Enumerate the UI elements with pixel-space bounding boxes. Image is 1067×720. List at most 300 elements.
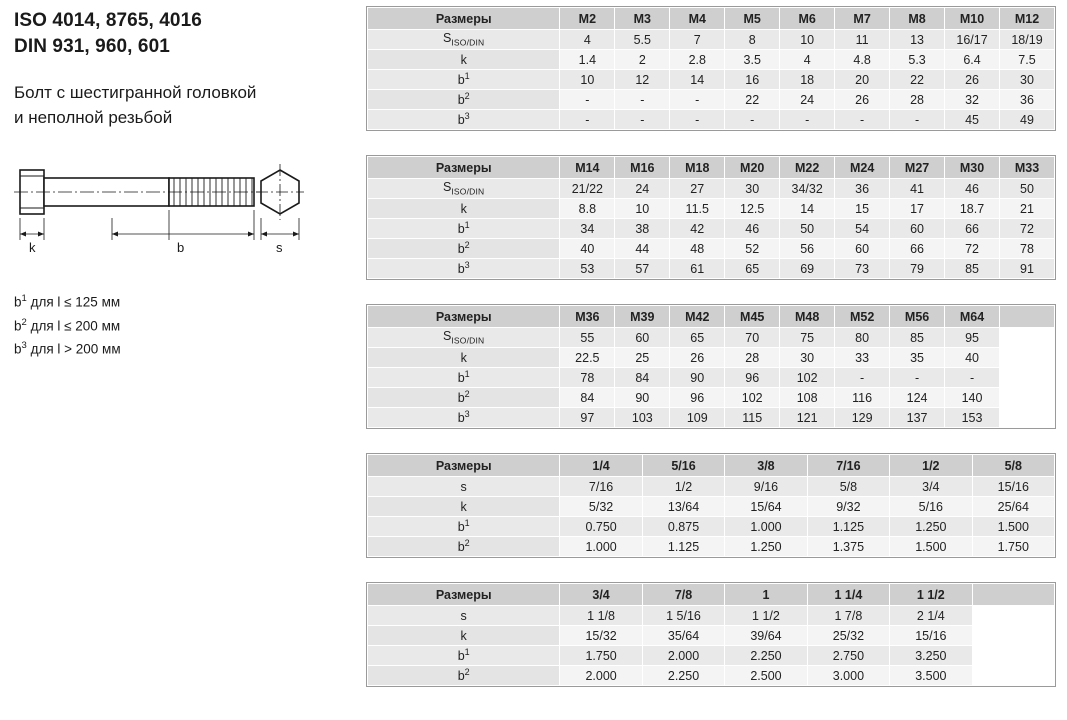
table-cell: 2: [615, 50, 670, 70]
table-cell: 36: [1000, 90, 1055, 110]
table-cell: 91: [1000, 259, 1055, 279]
table-metric-m2-m12: [366, 6, 1056, 131]
table-cell: 75: [780, 328, 835, 348]
table-cell: 3.5: [725, 50, 780, 70]
row-label-b2: $b^2$: [368, 90, 560, 110]
table-header-size: M36: [560, 306, 615, 328]
product-description-line-2: и неполной резьбой: [14, 108, 173, 127]
table-cell: 9/32: [807, 497, 889, 517]
table-cell: 24: [615, 179, 670, 199]
table-cell: 28: [890, 90, 945, 110]
table-cell: 52: [725, 239, 780, 259]
table-header-dims: Размеры: [368, 306, 560, 328]
table-cell: 50: [1000, 179, 1055, 199]
table-row: [368, 259, 1055, 279]
table-cell: [972, 646, 1054, 666]
table-cell: 103: [615, 408, 670, 428]
row-label-b1: $b^1$: [368, 517, 560, 537]
row-label-k: k: [368, 626, 560, 646]
table-cell: 1.250: [890, 517, 972, 537]
table-cell: 61: [670, 259, 725, 279]
table-cell: 26: [945, 70, 1000, 90]
table-header-size: M8: [890, 8, 945, 30]
table-cell: 66: [890, 239, 945, 259]
table-row: [368, 606, 1055, 626]
table-cell: 21: [1000, 199, 1055, 219]
table-cell: 96: [670, 388, 725, 408]
table-cell: 97: [560, 408, 615, 428]
table-cell: 1 7/8: [807, 606, 889, 626]
table-header-row: [368, 584, 1055, 606]
table-cell: 66: [945, 219, 1000, 239]
table-row: [368, 110, 1055, 130]
row-label-k: k: [368, 348, 560, 368]
table-cell: 4.8: [835, 50, 890, 70]
row-label-k: k: [368, 199, 560, 219]
table-cell: 7: [670, 30, 725, 50]
table-cell: 27: [670, 179, 725, 199]
table-cell: 140: [945, 388, 1000, 408]
row-label-s_plain: s: [368, 606, 560, 626]
table-cell: 1.000: [560, 537, 642, 557]
table-row: [368, 477, 1055, 497]
table-cell: 115: [725, 408, 780, 428]
table-header-size: M42: [670, 306, 725, 328]
footnote-b1: $b^1$ для l ≤ 125 мм: [14, 293, 121, 310]
table-cell: 41: [890, 179, 945, 199]
table-cell: -: [560, 110, 615, 130]
table-cell: -: [890, 368, 945, 388]
row-label-b3: $b^3$: [368, 259, 560, 279]
table-header-size: M3: [615, 8, 670, 30]
table-cell: 55: [560, 328, 615, 348]
table-cell: -: [615, 90, 670, 110]
table-header-size: M52: [835, 306, 890, 328]
table-cell: 1 5/16: [642, 606, 724, 626]
table-cell: 15/32: [560, 626, 642, 646]
table-cell: 5/32: [560, 497, 642, 517]
table-cell: 90: [670, 368, 725, 388]
table-cell: -: [670, 110, 725, 130]
table-header-size: [1000, 306, 1055, 328]
table-row: [368, 517, 1055, 537]
table-cell: 14: [670, 70, 725, 90]
table-cell: 12.5: [725, 199, 780, 219]
table-cell: 42: [670, 219, 725, 239]
table-cell: 13: [890, 30, 945, 50]
table-row: [368, 30, 1055, 50]
table-header-size: M27: [890, 157, 945, 179]
table-cell: 35/64: [642, 626, 724, 646]
table-cell: 129: [835, 408, 890, 428]
table-inch-threequarter-oneandhalf: [366, 582, 1056, 687]
table-cell: 72: [945, 239, 1000, 259]
table-cell: 25/64: [972, 497, 1054, 517]
row-label-b2: $b^2$: [368, 388, 560, 408]
table-cell: 12: [615, 70, 670, 90]
table-cell: 30: [725, 179, 780, 199]
table-header-size: 1: [725, 584, 807, 606]
table-cell: 3/4: [890, 477, 972, 497]
table-cell: 2.250: [725, 646, 807, 666]
table-metric-m14-m33: [366, 155, 1056, 280]
table-header-size: M56: [890, 306, 945, 328]
table-cell: 85: [890, 328, 945, 348]
table-cell: 5/8: [807, 477, 889, 497]
dimension-tables: [366, 6, 1056, 711]
table-cell: -: [945, 368, 1000, 388]
table-header-size: M7: [835, 8, 890, 30]
table-header-size: 1/2: [890, 455, 972, 477]
table-cell: 72: [1000, 219, 1055, 239]
table-cell: 109: [670, 408, 725, 428]
table-cell: 1.375: [807, 537, 889, 557]
bolt-drawing-svg: [12, 148, 312, 258]
table-cell: 5.3: [890, 50, 945, 70]
table-cell: 18: [780, 70, 835, 90]
table-cell: 60: [615, 328, 670, 348]
table-cell: 65: [670, 328, 725, 348]
table-cell: 78: [560, 368, 615, 388]
table-header-size: 5/16: [642, 455, 724, 477]
table-cell: 16: [725, 70, 780, 90]
table-header-row: [368, 157, 1055, 179]
row-label-k: k: [368, 497, 560, 517]
table-cell: [1000, 388, 1055, 408]
dimension-table: [367, 583, 1055, 686]
table-row: [368, 239, 1055, 259]
table-header-size: M33: [1000, 157, 1055, 179]
table-cell: 2.250: [642, 666, 724, 686]
table-cell: 1 1/8: [560, 606, 642, 626]
table-cell: 53: [560, 259, 615, 279]
table-row: [368, 50, 1055, 70]
table-cell: 80: [835, 328, 890, 348]
table-cell: 24: [780, 90, 835, 110]
table-cell: 10: [780, 30, 835, 50]
table-header-size: 1 1/4: [807, 584, 889, 606]
table-cell: 2.8: [670, 50, 725, 70]
table-cell: 124: [890, 388, 945, 408]
table-cell: 48: [670, 239, 725, 259]
table-cell: 11.5: [670, 199, 725, 219]
table-cell: 15/16: [890, 626, 972, 646]
table-header-size: 5/8: [972, 455, 1054, 477]
table-header-size: M10: [945, 8, 1000, 30]
row-label-b1: $b^1$: [368, 646, 560, 666]
table-cell: 2 1/4: [890, 606, 972, 626]
table-cell: 21/22: [560, 179, 615, 199]
table-metric-m36-m64: [366, 304, 1056, 429]
table-cell: 25/32: [807, 626, 889, 646]
table-cell: 90: [615, 388, 670, 408]
table-cell: 121: [780, 408, 835, 428]
table-cell: [1000, 408, 1055, 428]
row-label-b2: $b^2$: [368, 239, 560, 259]
row-label-b1: $b^1$: [368, 368, 560, 388]
table-row: [368, 368, 1055, 388]
table-cell: 1/2: [642, 477, 724, 497]
table-cell: 17: [890, 199, 945, 219]
table-cell: 40: [945, 348, 1000, 368]
table-cell: 32: [945, 90, 1000, 110]
table-cell: 85: [945, 259, 1000, 279]
table-cell: 65: [725, 259, 780, 279]
standard-title-line-1: ISO 4014, 8765, 4016: [14, 10, 202, 31]
table-header-dims: Размеры: [368, 455, 560, 477]
table-cell: 50: [780, 219, 835, 239]
table-row: [368, 388, 1055, 408]
table-header-size: M24: [835, 157, 890, 179]
table-cell: 22: [725, 90, 780, 110]
dimension-table: [367, 7, 1055, 130]
row-label-b1: $b^1$: [368, 219, 560, 239]
table-cell: 3.000: [807, 666, 889, 686]
table-cell: 2.000: [560, 666, 642, 686]
table-inch-quarter-fiveeighth: [366, 453, 1056, 558]
table-header-size: 7/16: [807, 455, 889, 477]
table-header-size: M48: [780, 306, 835, 328]
dimension-label-b: b: [177, 240, 185, 255]
table-cell: 102: [780, 368, 835, 388]
table-cell: 2.500: [725, 666, 807, 686]
table-header-size: M18: [670, 157, 725, 179]
table-cell: 78: [1000, 239, 1055, 259]
table-cell: 25: [615, 348, 670, 368]
dimension-table: [367, 454, 1055, 557]
table-cell: 73: [835, 259, 890, 279]
table-cell: 116: [835, 388, 890, 408]
table-cell: 22.5: [560, 348, 615, 368]
table-cell: 1.500: [890, 537, 972, 557]
row-label-s_iso_din: $S_{ISO/DIN}$: [368, 328, 560, 348]
footnotes: [14, 289, 359, 360]
table-cell: 39/64: [725, 626, 807, 646]
table-cell: 3.250: [890, 646, 972, 666]
row-label-s_iso_din: $S_{ISO/DIN}$: [368, 30, 560, 50]
table-header-size: M4: [670, 8, 725, 30]
table-cell: 84: [615, 368, 670, 388]
table-cell: 54: [835, 219, 890, 239]
table-cell: 84: [560, 388, 615, 408]
table-cell: 4: [780, 50, 835, 70]
table-cell: [972, 626, 1054, 646]
table-cell: 11: [835, 30, 890, 50]
table-header-size: M12: [1000, 8, 1055, 30]
table-row: [368, 219, 1055, 239]
table-row: [368, 348, 1055, 368]
table-cell: 3.500: [890, 666, 972, 686]
table-cell: 35: [890, 348, 945, 368]
table-header-size: M14: [560, 157, 615, 179]
table-cell: 6.4: [945, 50, 1000, 70]
table-header-size: M39: [615, 306, 670, 328]
table-cell: [1000, 348, 1055, 368]
table-row: [368, 199, 1055, 219]
table-cell: 9/16: [725, 477, 807, 497]
table-cell: 45: [945, 110, 1000, 130]
table-cell: 14: [780, 199, 835, 219]
table-cell: 34: [560, 219, 615, 239]
table-header-size: M20: [725, 157, 780, 179]
table-cell: 33: [835, 348, 890, 368]
table-cell: 0.875: [642, 517, 724, 537]
table-header-size: M5: [725, 8, 780, 30]
row-label-s_plain: s: [368, 477, 560, 497]
dimension-table: [367, 156, 1055, 279]
table-header-size: 1 1/2: [890, 584, 972, 606]
row-label-b2: $b^2$: [368, 666, 560, 686]
table-row: [368, 328, 1055, 348]
table-cell: 1.125: [807, 517, 889, 537]
table-header-size: 3/8: [725, 455, 807, 477]
table-row: [368, 626, 1055, 646]
table-cell: 57: [615, 259, 670, 279]
table-row: [368, 179, 1055, 199]
table-cell: 69: [780, 259, 835, 279]
table-header-dims: Размеры: [368, 8, 560, 30]
table-header-size: M30: [945, 157, 1000, 179]
table-cell: 2.750: [807, 646, 889, 666]
table-cell: -: [835, 368, 890, 388]
table-cell: 20: [835, 70, 890, 90]
table-cell: 10: [615, 199, 670, 219]
table-cell: 10: [560, 70, 615, 90]
table-cell: 36: [835, 179, 890, 199]
row-label-b3: $b^3$: [368, 408, 560, 428]
footnote-b2: $b^2$ для l ≤ 200 мм: [14, 316, 121, 333]
table-cell: 95: [945, 328, 1000, 348]
table-cell: -: [835, 110, 890, 130]
table-cell: 0.750: [560, 517, 642, 537]
table-cell: 46: [725, 219, 780, 239]
table-cell: 44: [615, 239, 670, 259]
table-header-row: [368, 8, 1055, 30]
table-cell: [1000, 328, 1055, 348]
table-header-size: 7/8: [642, 584, 724, 606]
table-cell: 153: [945, 408, 1000, 428]
table-cell: 34/32: [780, 179, 835, 199]
table-cell: 18/19: [1000, 30, 1055, 50]
table-cell: 96: [725, 368, 780, 388]
table-cell: 8.8: [560, 199, 615, 219]
table-row: [368, 666, 1055, 686]
table-cell: -: [780, 110, 835, 130]
table-header-size: M6: [780, 8, 835, 30]
table-cell: 8: [725, 30, 780, 50]
table-cell: 49: [1000, 110, 1055, 130]
table-header-size: M16: [615, 157, 670, 179]
table-cell: 15/64: [725, 497, 807, 517]
dimension-table: [367, 305, 1055, 428]
table-cell: 15: [835, 199, 890, 219]
table-cell: 1.000: [725, 517, 807, 537]
table-cell: 30: [780, 348, 835, 368]
table-cell: 28: [725, 348, 780, 368]
row-label-b2: $b^2$: [368, 537, 560, 557]
table-cell: 13/64: [642, 497, 724, 517]
table-cell: 18.7: [945, 199, 1000, 219]
table-header-dims: Размеры: [368, 584, 560, 606]
table-cell: 26: [670, 348, 725, 368]
table-cell: 70: [725, 328, 780, 348]
product-description-line-1: Болт с шестигранной головкой: [14, 83, 257, 102]
table-cell: 4: [560, 30, 615, 50]
table-cell: 1.125: [642, 537, 724, 557]
table-cell: 1.250: [725, 537, 807, 557]
table-cell: 46: [945, 179, 1000, 199]
table-cell: 56: [780, 239, 835, 259]
table-row: [368, 90, 1055, 110]
table-cell: 1.500: [972, 517, 1054, 537]
table-cell: -: [725, 110, 780, 130]
table-header-size: 3/4: [560, 584, 642, 606]
table-header-dims: Размеры: [368, 157, 560, 179]
table-cell: 137: [890, 408, 945, 428]
table-header-size: M45: [725, 306, 780, 328]
product-description: [14, 80, 359, 130]
table-cell: 1.750: [560, 646, 642, 666]
table-cell: [972, 666, 1054, 686]
table-cell: 108: [780, 388, 835, 408]
table-header-size: 1/4: [560, 455, 642, 477]
table-cell: 16/17: [945, 30, 1000, 50]
table-header-size: M64: [945, 306, 1000, 328]
table-cell: 60: [835, 239, 890, 259]
bolt-drawing: [12, 148, 359, 263]
table-cell: 79: [890, 259, 945, 279]
table-cell: 1.750: [972, 537, 1054, 557]
table-cell: 60: [890, 219, 945, 239]
table-cell: 15/16: [972, 477, 1054, 497]
table-cell: 7.5: [1000, 50, 1055, 70]
standard-title-line-2: DIN 931, 960, 601: [14, 36, 170, 57]
table-header-size: M2: [560, 8, 615, 30]
table-cell: 102: [725, 388, 780, 408]
table-row: [368, 408, 1055, 428]
table-cell: -: [670, 90, 725, 110]
table-row: [368, 646, 1055, 666]
row-label-s_iso_din: $S_{ISO/DIN}$: [368, 179, 560, 199]
dimension-label-k: k: [29, 240, 36, 255]
table-cell: [972, 606, 1054, 626]
table-row: [368, 537, 1055, 557]
table-header-row: [368, 455, 1055, 477]
table-row: [368, 497, 1055, 517]
table-header-row: [368, 306, 1055, 328]
footnote-b3: $b^3$ для l > 200 мм: [14, 340, 121, 357]
table-cell: -: [890, 110, 945, 130]
table-cell: 5/16: [890, 497, 972, 517]
table-cell: [1000, 368, 1055, 388]
table-cell: 38: [615, 219, 670, 239]
table-cell: 22: [890, 70, 945, 90]
table-header-size: M22: [780, 157, 835, 179]
row-label-b3: $b^3$: [368, 110, 560, 130]
table-cell: -: [560, 90, 615, 110]
table-cell: 30: [1000, 70, 1055, 90]
table-cell: 26: [835, 90, 890, 110]
row-label-k: k: [368, 50, 560, 70]
table-row: [368, 70, 1055, 90]
dimension-label-s: s: [276, 240, 283, 255]
table-cell: 2.000: [642, 646, 724, 666]
table-cell: 40: [560, 239, 615, 259]
table-cell: 1 1/2: [725, 606, 807, 626]
table-cell: 7/16: [560, 477, 642, 497]
table-cell: 1.4: [560, 50, 615, 70]
table-cell: -: [615, 110, 670, 130]
